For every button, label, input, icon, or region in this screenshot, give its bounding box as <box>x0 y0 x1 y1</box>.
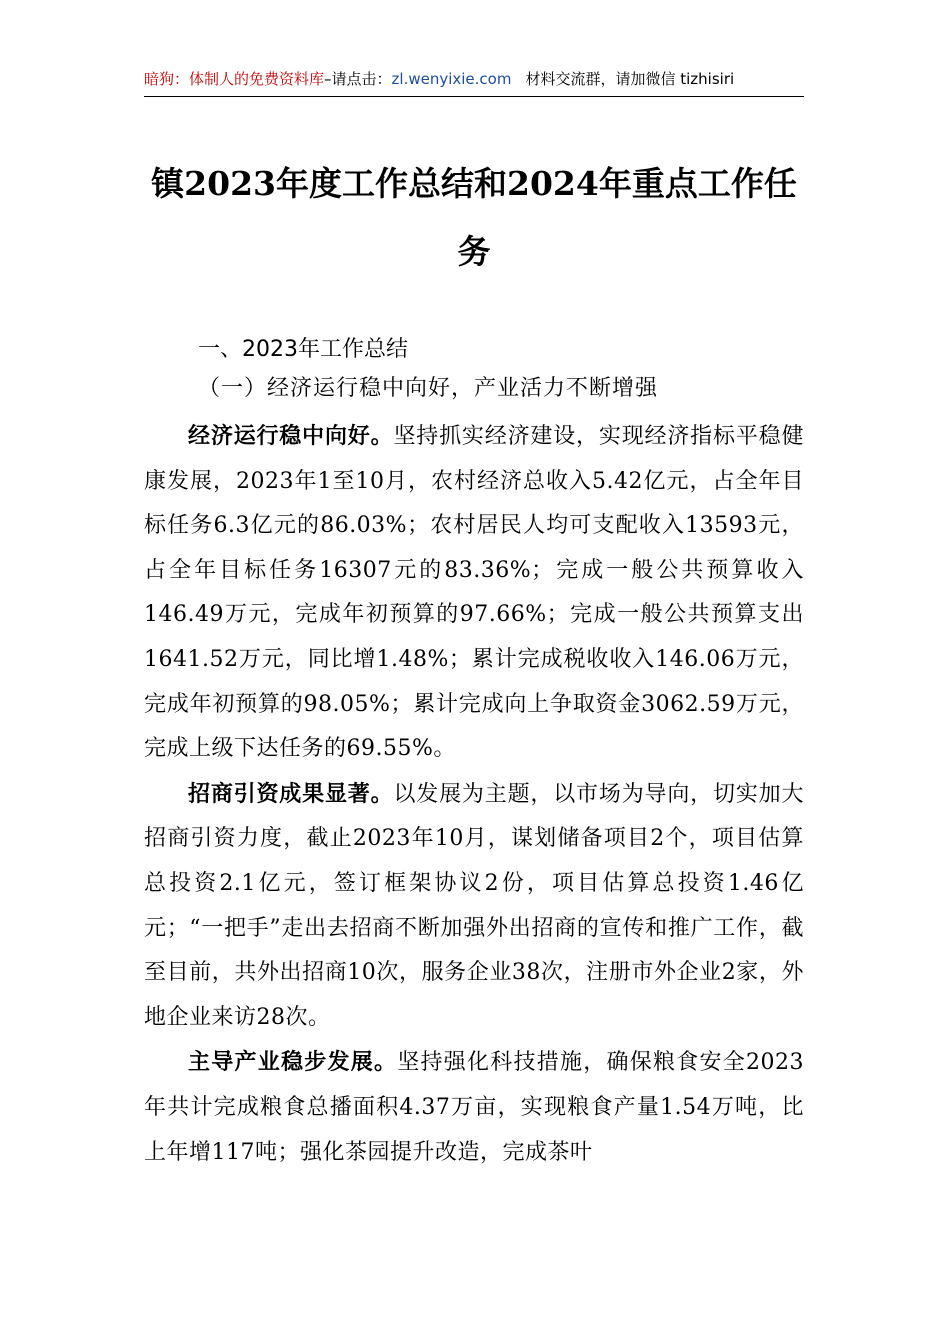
paragraph-lead: 主导产业稳步发展。 <box>188 1049 398 1076</box>
paragraph-lead: 招商引资成果显著。 <box>188 780 394 807</box>
paragraph-text: 坚持抓实经济建设，实现经济指标平稳健康发展，2023年1至10月，农村经济总收入5.42亿元，占全年目标任务6.3亿元的86.03%；农村居民人均可支配收入13593元，占全年目标任务16307元的83.36%；完成一般公共预算收入146.49万元，完成年初预算的97.66%；完成一般公共预算支出1641.52万元，同比增1.48%；累计完成税收收入146.06万元，完成年初预算的98.05%；累计完成向上争取资金3062.59万元，完成上级下达任务的69.55%。 <box>144 424 804 762</box>
paragraph-economy <box>144 414 804 772</box>
paragraph-lead: 经济运行稳中向好。 <box>188 423 394 449</box>
paragraph-text: 以发展为主题，以市场为导向，切实加大招商引资力度，截止2023年10月，谋划储备项目2个，项目估算总投资2.1亿元，签订框架协议2份，项目估算总投资1.46亿元；“一把手”走出去招商不断加强外出招商的宣传和推广工作，截至目前，共外出招商10次，服务企业38次，注册市外企业2家，外地企业来访28次。 <box>144 781 804 1030</box>
paragraph-industry <box>144 1040 804 1175</box>
paragraph-text: 坚持强化科技措施，确保粮食安全2023年共计完成粮食总播面积4.37万亩，实现粮食产量1.54万吨，比上年增117吨；强化茶园提升改造，完成茶叶 <box>144 1050 804 1165</box>
document-title: 镇2023年度工作总结和2024年重点工作任务 <box>151 164 797 271</box>
page-header <box>144 62 804 97</box>
paragraph-investment <box>144 772 804 1041</box>
header-link[interactable]: zl.wenyixie.com <box>391 70 512 88</box>
subsection-heading: （一）经济运行稳中向好，产业活力不断增强 <box>198 376 659 401</box>
document-body <box>144 330 804 1175</box>
section-heading: 一、2023年工作总结 <box>198 337 408 362</box>
header-prompt: –请点击： <box>324 70 392 88</box>
header-group-note: 材料交流群，请加微信 tizhisiri <box>525 70 735 88</box>
header-brand: 暗狗：体制人的免费资料库 <box>144 70 325 88</box>
